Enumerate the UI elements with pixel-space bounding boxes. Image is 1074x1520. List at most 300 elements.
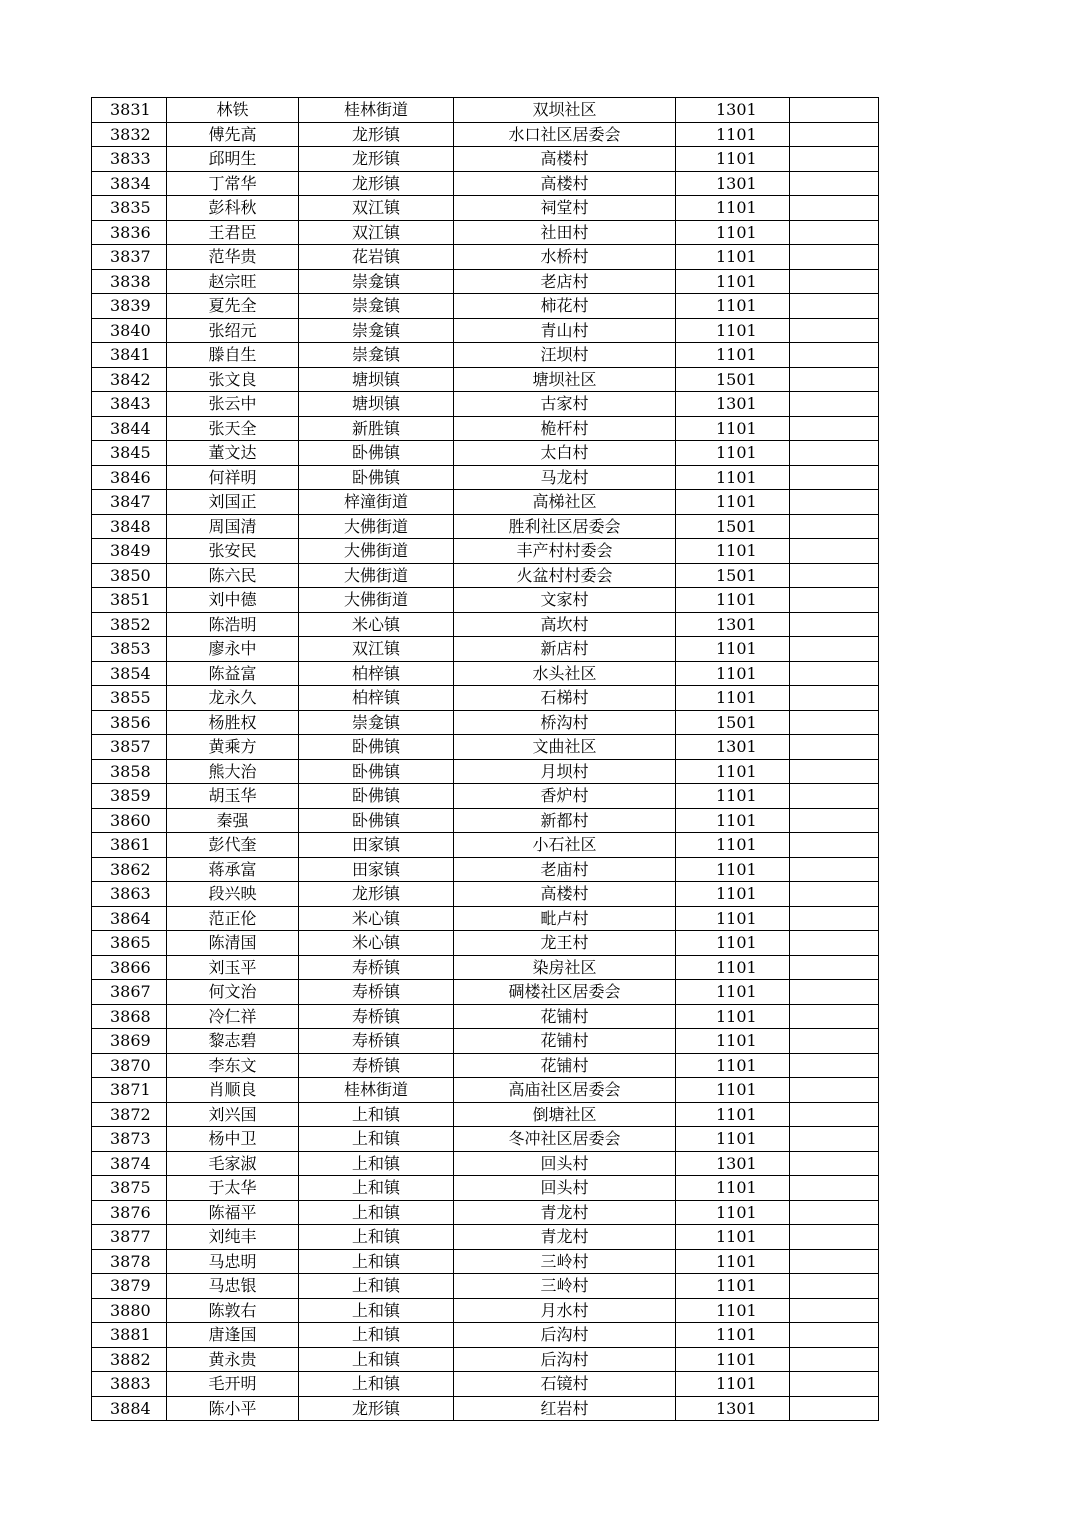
- community-cell: 石梯村: [454, 686, 676, 711]
- township-cell: 米心镇: [299, 931, 454, 956]
- community-cell: 高楼村: [454, 171, 676, 196]
- table-row: [92, 318, 879, 343]
- name-cell: 刘兴国: [167, 1102, 299, 1127]
- township-cell: 大佛街道: [299, 539, 454, 564]
- name-cell: 林铁: [167, 98, 299, 123]
- township-cell: 上和镇: [299, 1274, 454, 1299]
- table-row: [92, 931, 879, 956]
- remark-cell: [790, 1323, 879, 1348]
- remark-cell: [790, 1396, 879, 1421]
- name-cell: 秦强: [167, 808, 299, 833]
- community-cell: 青山村: [454, 318, 676, 343]
- code-cell: 1101: [676, 759, 790, 784]
- record-id-cell: 3884: [92, 1396, 167, 1421]
- name-cell: 范正伦: [167, 906, 299, 931]
- code-cell: 1301: [676, 612, 790, 637]
- community-cell: 高梯社区: [454, 490, 676, 515]
- township-cell: 桂林街道: [299, 1078, 454, 1103]
- table-row: [92, 294, 879, 319]
- township-cell: 龙形镇: [299, 882, 454, 907]
- community-cell: 文家村: [454, 588, 676, 613]
- name-cell: 陈敦右: [167, 1298, 299, 1323]
- name-cell: 肖顺良: [167, 1078, 299, 1103]
- table-row: [92, 1004, 879, 1029]
- record-id-cell: 3866: [92, 955, 167, 980]
- community-cell: 胜利社区居委会: [454, 514, 676, 539]
- code-cell: 1501: [676, 367, 790, 392]
- code-cell: 1101: [676, 1127, 790, 1152]
- table-row: [92, 1053, 879, 1078]
- table-row: [92, 514, 879, 539]
- remark-cell: [790, 147, 879, 172]
- record-table-body: [92, 98, 879, 1421]
- code-cell: 1101: [676, 1102, 790, 1127]
- code-cell: 1101: [676, 1078, 790, 1103]
- name-cell: 马忠明: [167, 1249, 299, 1274]
- name-cell: 傅先高: [167, 122, 299, 147]
- table-row: [92, 1323, 879, 1348]
- record-id-cell: 3838: [92, 269, 167, 294]
- community-cell: 石镜村: [454, 1372, 676, 1397]
- code-cell: 1101: [676, 784, 790, 809]
- remark-cell: [790, 980, 879, 1005]
- record-id-cell: 3881: [92, 1323, 167, 1348]
- remark-cell: [790, 1053, 879, 1078]
- record-id-cell: 3855: [92, 686, 167, 711]
- remark-cell: [790, 514, 879, 539]
- name-cell: 杨中卫: [167, 1127, 299, 1152]
- name-cell: 刘中德: [167, 588, 299, 613]
- table-row: [92, 686, 879, 711]
- record-id-cell: 3837: [92, 245, 167, 270]
- code-cell: 1101: [676, 1274, 790, 1299]
- remark-cell: [790, 1029, 879, 1054]
- name-cell: 陈福平: [167, 1200, 299, 1225]
- code-cell: 1301: [676, 171, 790, 196]
- remark-cell: [790, 539, 879, 564]
- name-cell: 陈益富: [167, 661, 299, 686]
- record-id-cell: 3857: [92, 735, 167, 760]
- table-row: [92, 171, 879, 196]
- table-row: [92, 1249, 879, 1274]
- community-cell: 高庙社区居委会: [454, 1078, 676, 1103]
- name-cell: 于太华: [167, 1176, 299, 1201]
- township-cell: 崇龛镇: [299, 710, 454, 735]
- community-cell: 新店村: [454, 637, 676, 662]
- name-cell: 彭科秋: [167, 196, 299, 221]
- code-cell: 1101: [676, 196, 790, 221]
- township-cell: 卧佛镇: [299, 465, 454, 490]
- community-cell: 桅杆村: [454, 416, 676, 441]
- community-cell: 太白村: [454, 441, 676, 466]
- code-cell: 1101: [676, 465, 790, 490]
- name-cell: 黄永贵: [167, 1347, 299, 1372]
- community-cell: 碉楼社区居委会: [454, 980, 676, 1005]
- table-row: [92, 539, 879, 564]
- table-row: [92, 1029, 879, 1054]
- table-row: [92, 784, 879, 809]
- community-cell: 老庙村: [454, 857, 676, 882]
- remark-cell: [790, 392, 879, 417]
- remark-cell: [790, 416, 879, 441]
- name-cell: 杨胜权: [167, 710, 299, 735]
- township-cell: 上和镇: [299, 1102, 454, 1127]
- remark-cell: [790, 955, 879, 980]
- township-cell: 卧佛镇: [299, 735, 454, 760]
- name-cell: 胡玉华: [167, 784, 299, 809]
- township-cell: 大佛街道: [299, 588, 454, 613]
- code-cell: 1101: [676, 147, 790, 172]
- township-cell: 双江镇: [299, 637, 454, 662]
- community-cell: 花铺村: [454, 1029, 676, 1054]
- remark-cell: [790, 906, 879, 931]
- remark-cell: [790, 588, 879, 613]
- township-cell: 崇龛镇: [299, 343, 454, 368]
- code-cell: 1101: [676, 1249, 790, 1274]
- code-cell: 1101: [676, 343, 790, 368]
- record-id-cell: 3847: [92, 490, 167, 515]
- township-cell: 柏梓镇: [299, 661, 454, 686]
- record-id-cell: 3865: [92, 931, 167, 956]
- table-row: [92, 147, 879, 172]
- record-id-cell: 3833: [92, 147, 167, 172]
- township-cell: 上和镇: [299, 1200, 454, 1225]
- record-id-cell: 3877: [92, 1225, 167, 1250]
- township-cell: 卧佛镇: [299, 784, 454, 809]
- table-row: [92, 882, 879, 907]
- township-cell: 柏梓镇: [299, 686, 454, 711]
- record-id-cell: 3842: [92, 367, 167, 392]
- remark-cell: [790, 661, 879, 686]
- record-id-cell: 3856: [92, 710, 167, 735]
- table-row: [92, 735, 879, 760]
- township-cell: 寿桥镇: [299, 1029, 454, 1054]
- code-cell: 1501: [676, 514, 790, 539]
- code-cell: 1101: [676, 637, 790, 662]
- remark-cell: [790, 686, 879, 711]
- community-cell: 花铺村: [454, 1004, 676, 1029]
- record-id-cell: 3883: [92, 1372, 167, 1397]
- code-cell: 1101: [676, 808, 790, 833]
- community-cell: 双坝社区: [454, 98, 676, 123]
- name-cell: 黎志碧: [167, 1029, 299, 1054]
- table-row: [92, 980, 879, 1005]
- remark-cell: [790, 294, 879, 319]
- community-cell: 花铺村: [454, 1053, 676, 1078]
- name-cell: 张安民: [167, 539, 299, 564]
- name-cell: 廖永中: [167, 637, 299, 662]
- township-cell: 花岩镇: [299, 245, 454, 270]
- table-row: [92, 392, 879, 417]
- record-id-cell: 3869: [92, 1029, 167, 1054]
- remark-cell: [790, 196, 879, 221]
- code-cell: 1101: [676, 882, 790, 907]
- township-cell: 寿桥镇: [299, 980, 454, 1005]
- record-id-cell: 3882: [92, 1347, 167, 1372]
- table-row: [92, 759, 879, 784]
- township-cell: 上和镇: [299, 1249, 454, 1274]
- code-cell: 1101: [676, 833, 790, 858]
- table-row: [92, 710, 879, 735]
- community-cell: 祠堂村: [454, 196, 676, 221]
- remark-cell: [790, 490, 879, 515]
- record-id-cell: 3864: [92, 906, 167, 931]
- township-cell: 米心镇: [299, 612, 454, 637]
- name-cell: 范华贵: [167, 245, 299, 270]
- remark-cell: [790, 857, 879, 882]
- table-row: [92, 220, 879, 245]
- table-row: [92, 1372, 879, 1397]
- name-cell: 陈小平: [167, 1396, 299, 1421]
- remark-cell: [790, 1004, 879, 1029]
- remark-cell: [790, 1225, 879, 1250]
- table-row: [92, 588, 879, 613]
- community-cell: 塘坝社区: [454, 367, 676, 392]
- remark-cell: [790, 1249, 879, 1274]
- community-cell: 月水村: [454, 1298, 676, 1323]
- table-row: [92, 98, 879, 123]
- record-id-cell: 3872: [92, 1102, 167, 1127]
- name-cell: 龙永久: [167, 686, 299, 711]
- name-cell: 冷仁祥: [167, 1004, 299, 1029]
- township-cell: 龙形镇: [299, 147, 454, 172]
- table-row: [92, 196, 879, 221]
- name-cell: 刘国正: [167, 490, 299, 515]
- name-cell: 张文良: [167, 367, 299, 392]
- remark-cell: [790, 1078, 879, 1103]
- code-cell: 1101: [676, 588, 790, 613]
- township-cell: 上和镇: [299, 1347, 454, 1372]
- code-cell: 1301: [676, 98, 790, 123]
- record-id-cell: 3870: [92, 1053, 167, 1078]
- code-cell: 1101: [676, 245, 790, 270]
- remark-cell: [790, 343, 879, 368]
- name-cell: 赵宗旺: [167, 269, 299, 294]
- table-row: [92, 269, 879, 294]
- table-row: [92, 367, 879, 392]
- name-cell: 滕自生: [167, 343, 299, 368]
- community-cell: 柿花村: [454, 294, 676, 319]
- code-cell: 1301: [676, 735, 790, 760]
- name-cell: 何文治: [167, 980, 299, 1005]
- community-cell: 马龙村: [454, 465, 676, 490]
- record-table: [91, 97, 879, 1421]
- name-cell: 董文达: [167, 441, 299, 466]
- table-row: [92, 416, 879, 441]
- code-cell: 1101: [676, 1298, 790, 1323]
- record-id-cell: 3840: [92, 318, 167, 343]
- code-cell: 1101: [676, 220, 790, 245]
- community-cell: 倒塘社区: [454, 1102, 676, 1127]
- community-cell: 水桥村: [454, 245, 676, 270]
- community-cell: 三岭村: [454, 1249, 676, 1274]
- remark-cell: [790, 441, 879, 466]
- township-cell: 新胜镇: [299, 416, 454, 441]
- remark-cell: [790, 882, 879, 907]
- name-cell: 夏先全: [167, 294, 299, 319]
- remark-cell: [790, 1372, 879, 1397]
- record-id-cell: 3880: [92, 1298, 167, 1323]
- township-cell: 卧佛镇: [299, 759, 454, 784]
- code-cell: 1101: [676, 1225, 790, 1250]
- record-id-cell: 3874: [92, 1151, 167, 1176]
- name-cell: 陈六民: [167, 563, 299, 588]
- record-id-cell: 3871: [92, 1078, 167, 1103]
- name-cell: 邱明生: [167, 147, 299, 172]
- township-cell: 寿桥镇: [299, 955, 454, 980]
- code-cell: 1101: [676, 686, 790, 711]
- table-row: [92, 1127, 879, 1152]
- remark-cell: [790, 1151, 879, 1176]
- name-cell: 王君臣: [167, 220, 299, 245]
- code-cell: 1101: [676, 906, 790, 931]
- township-cell: 上和镇: [299, 1176, 454, 1201]
- community-cell: 桥沟村: [454, 710, 676, 735]
- township-cell: 龙形镇: [299, 1396, 454, 1421]
- code-cell: 1501: [676, 563, 790, 588]
- record-id-cell: 3853: [92, 637, 167, 662]
- record-id-cell: 3849: [92, 539, 167, 564]
- remark-cell: [790, 1347, 879, 1372]
- code-cell: 1301: [676, 1151, 790, 1176]
- community-cell: 高楼村: [454, 147, 676, 172]
- table-row: [92, 1151, 879, 1176]
- record-id-cell: 3868: [92, 1004, 167, 1029]
- community-cell: 新都村: [454, 808, 676, 833]
- remark-cell: [790, 1298, 879, 1323]
- remark-cell: [790, 98, 879, 123]
- township-cell: 上和镇: [299, 1372, 454, 1397]
- township-cell: 上和镇: [299, 1298, 454, 1323]
- code-cell: 1101: [676, 661, 790, 686]
- township-cell: 大佛街道: [299, 563, 454, 588]
- remark-cell: [790, 735, 879, 760]
- record-id-cell: 3858: [92, 759, 167, 784]
- code-cell: 1101: [676, 539, 790, 564]
- record-id-cell: 3875: [92, 1176, 167, 1201]
- table-row: [92, 1396, 879, 1421]
- township-cell: 上和镇: [299, 1323, 454, 1348]
- remark-cell: [790, 563, 879, 588]
- record-id-cell: 3844: [92, 416, 167, 441]
- remark-cell: [790, 1200, 879, 1225]
- table-row: [92, 465, 879, 490]
- record-id-cell: 3839: [92, 294, 167, 319]
- table-row: [92, 441, 879, 466]
- township-cell: 大佛街道: [299, 514, 454, 539]
- record-id-cell: 3846: [92, 465, 167, 490]
- table-row: [92, 122, 879, 147]
- township-cell: 龙形镇: [299, 122, 454, 147]
- remark-cell: [790, 637, 879, 662]
- name-cell: 熊大治: [167, 759, 299, 784]
- record-id-cell: 3867: [92, 980, 167, 1005]
- community-cell: 月坝村: [454, 759, 676, 784]
- table-row: [92, 490, 879, 515]
- community-cell: 回头村: [454, 1176, 676, 1201]
- record-id-cell: 3863: [92, 882, 167, 907]
- code-cell: 1101: [676, 490, 790, 515]
- table-row: [92, 1274, 879, 1299]
- community-cell: 老店村: [454, 269, 676, 294]
- name-cell: 陈清国: [167, 931, 299, 956]
- record-id-cell: 3852: [92, 612, 167, 637]
- township-cell: 寿桥镇: [299, 1053, 454, 1078]
- table-row: [92, 661, 879, 686]
- table-row: [92, 1102, 879, 1127]
- name-cell: 刘纯丰: [167, 1225, 299, 1250]
- code-cell: 1301: [676, 392, 790, 417]
- code-cell: 1101: [676, 1200, 790, 1225]
- remark-cell: [790, 1102, 879, 1127]
- name-cell: 丁常华: [167, 171, 299, 196]
- township-cell: 上和镇: [299, 1151, 454, 1176]
- community-cell: 水口社区居委会: [454, 122, 676, 147]
- table-row: [92, 1078, 879, 1103]
- remark-cell: [790, 318, 879, 343]
- name-cell: 刘玉平: [167, 955, 299, 980]
- table-row: [92, 563, 879, 588]
- record-id-cell: 3873: [92, 1127, 167, 1152]
- township-cell: 田家镇: [299, 833, 454, 858]
- township-cell: 双江镇: [299, 220, 454, 245]
- code-cell: 1101: [676, 269, 790, 294]
- record-id-cell: 3878: [92, 1249, 167, 1274]
- record-id-cell: 3850: [92, 563, 167, 588]
- township-cell: 崇龛镇: [299, 318, 454, 343]
- community-cell: 三岭村: [454, 1274, 676, 1299]
- name-cell: 毛开明: [167, 1372, 299, 1397]
- remark-cell: [790, 465, 879, 490]
- community-cell: 水头社区: [454, 661, 676, 686]
- community-cell: 汪坝村: [454, 343, 676, 368]
- community-cell: 染房社区: [454, 955, 676, 980]
- remark-cell: [790, 808, 879, 833]
- township-cell: 卧佛镇: [299, 808, 454, 833]
- record-id-cell: 3859: [92, 784, 167, 809]
- code-cell: 1101: [676, 1176, 790, 1201]
- code-cell: 1101: [676, 1347, 790, 1372]
- table-row: [92, 857, 879, 882]
- community-cell: 青龙村: [454, 1200, 676, 1225]
- community-cell: 毗卢村: [454, 906, 676, 931]
- remark-cell: [790, 122, 879, 147]
- record-id-cell: 3834: [92, 171, 167, 196]
- community-cell: 青龙村: [454, 1225, 676, 1250]
- name-cell: 蒋承富: [167, 857, 299, 882]
- remark-cell: [790, 710, 879, 735]
- community-cell: 古家村: [454, 392, 676, 417]
- community-cell: 文曲社区: [454, 735, 676, 760]
- table-row: [92, 955, 879, 980]
- name-cell: 彭代奎: [167, 833, 299, 858]
- community-cell: 红岩村: [454, 1396, 676, 1421]
- code-cell: 1101: [676, 980, 790, 1005]
- code-cell: 1101: [676, 318, 790, 343]
- community-cell: 社田村: [454, 220, 676, 245]
- table-row: [92, 245, 879, 270]
- record-id-cell: 3843: [92, 392, 167, 417]
- record-id-cell: 3860: [92, 808, 167, 833]
- township-cell: 桂林街道: [299, 98, 454, 123]
- township-cell: 塘坝镇: [299, 367, 454, 392]
- code-cell: 1101: [676, 1053, 790, 1078]
- name-cell: 陈浩明: [167, 612, 299, 637]
- name-cell: 毛家淑: [167, 1151, 299, 1176]
- community-cell: 丰产村村委会: [454, 539, 676, 564]
- table-row: [92, 808, 879, 833]
- code-cell: 1101: [676, 294, 790, 319]
